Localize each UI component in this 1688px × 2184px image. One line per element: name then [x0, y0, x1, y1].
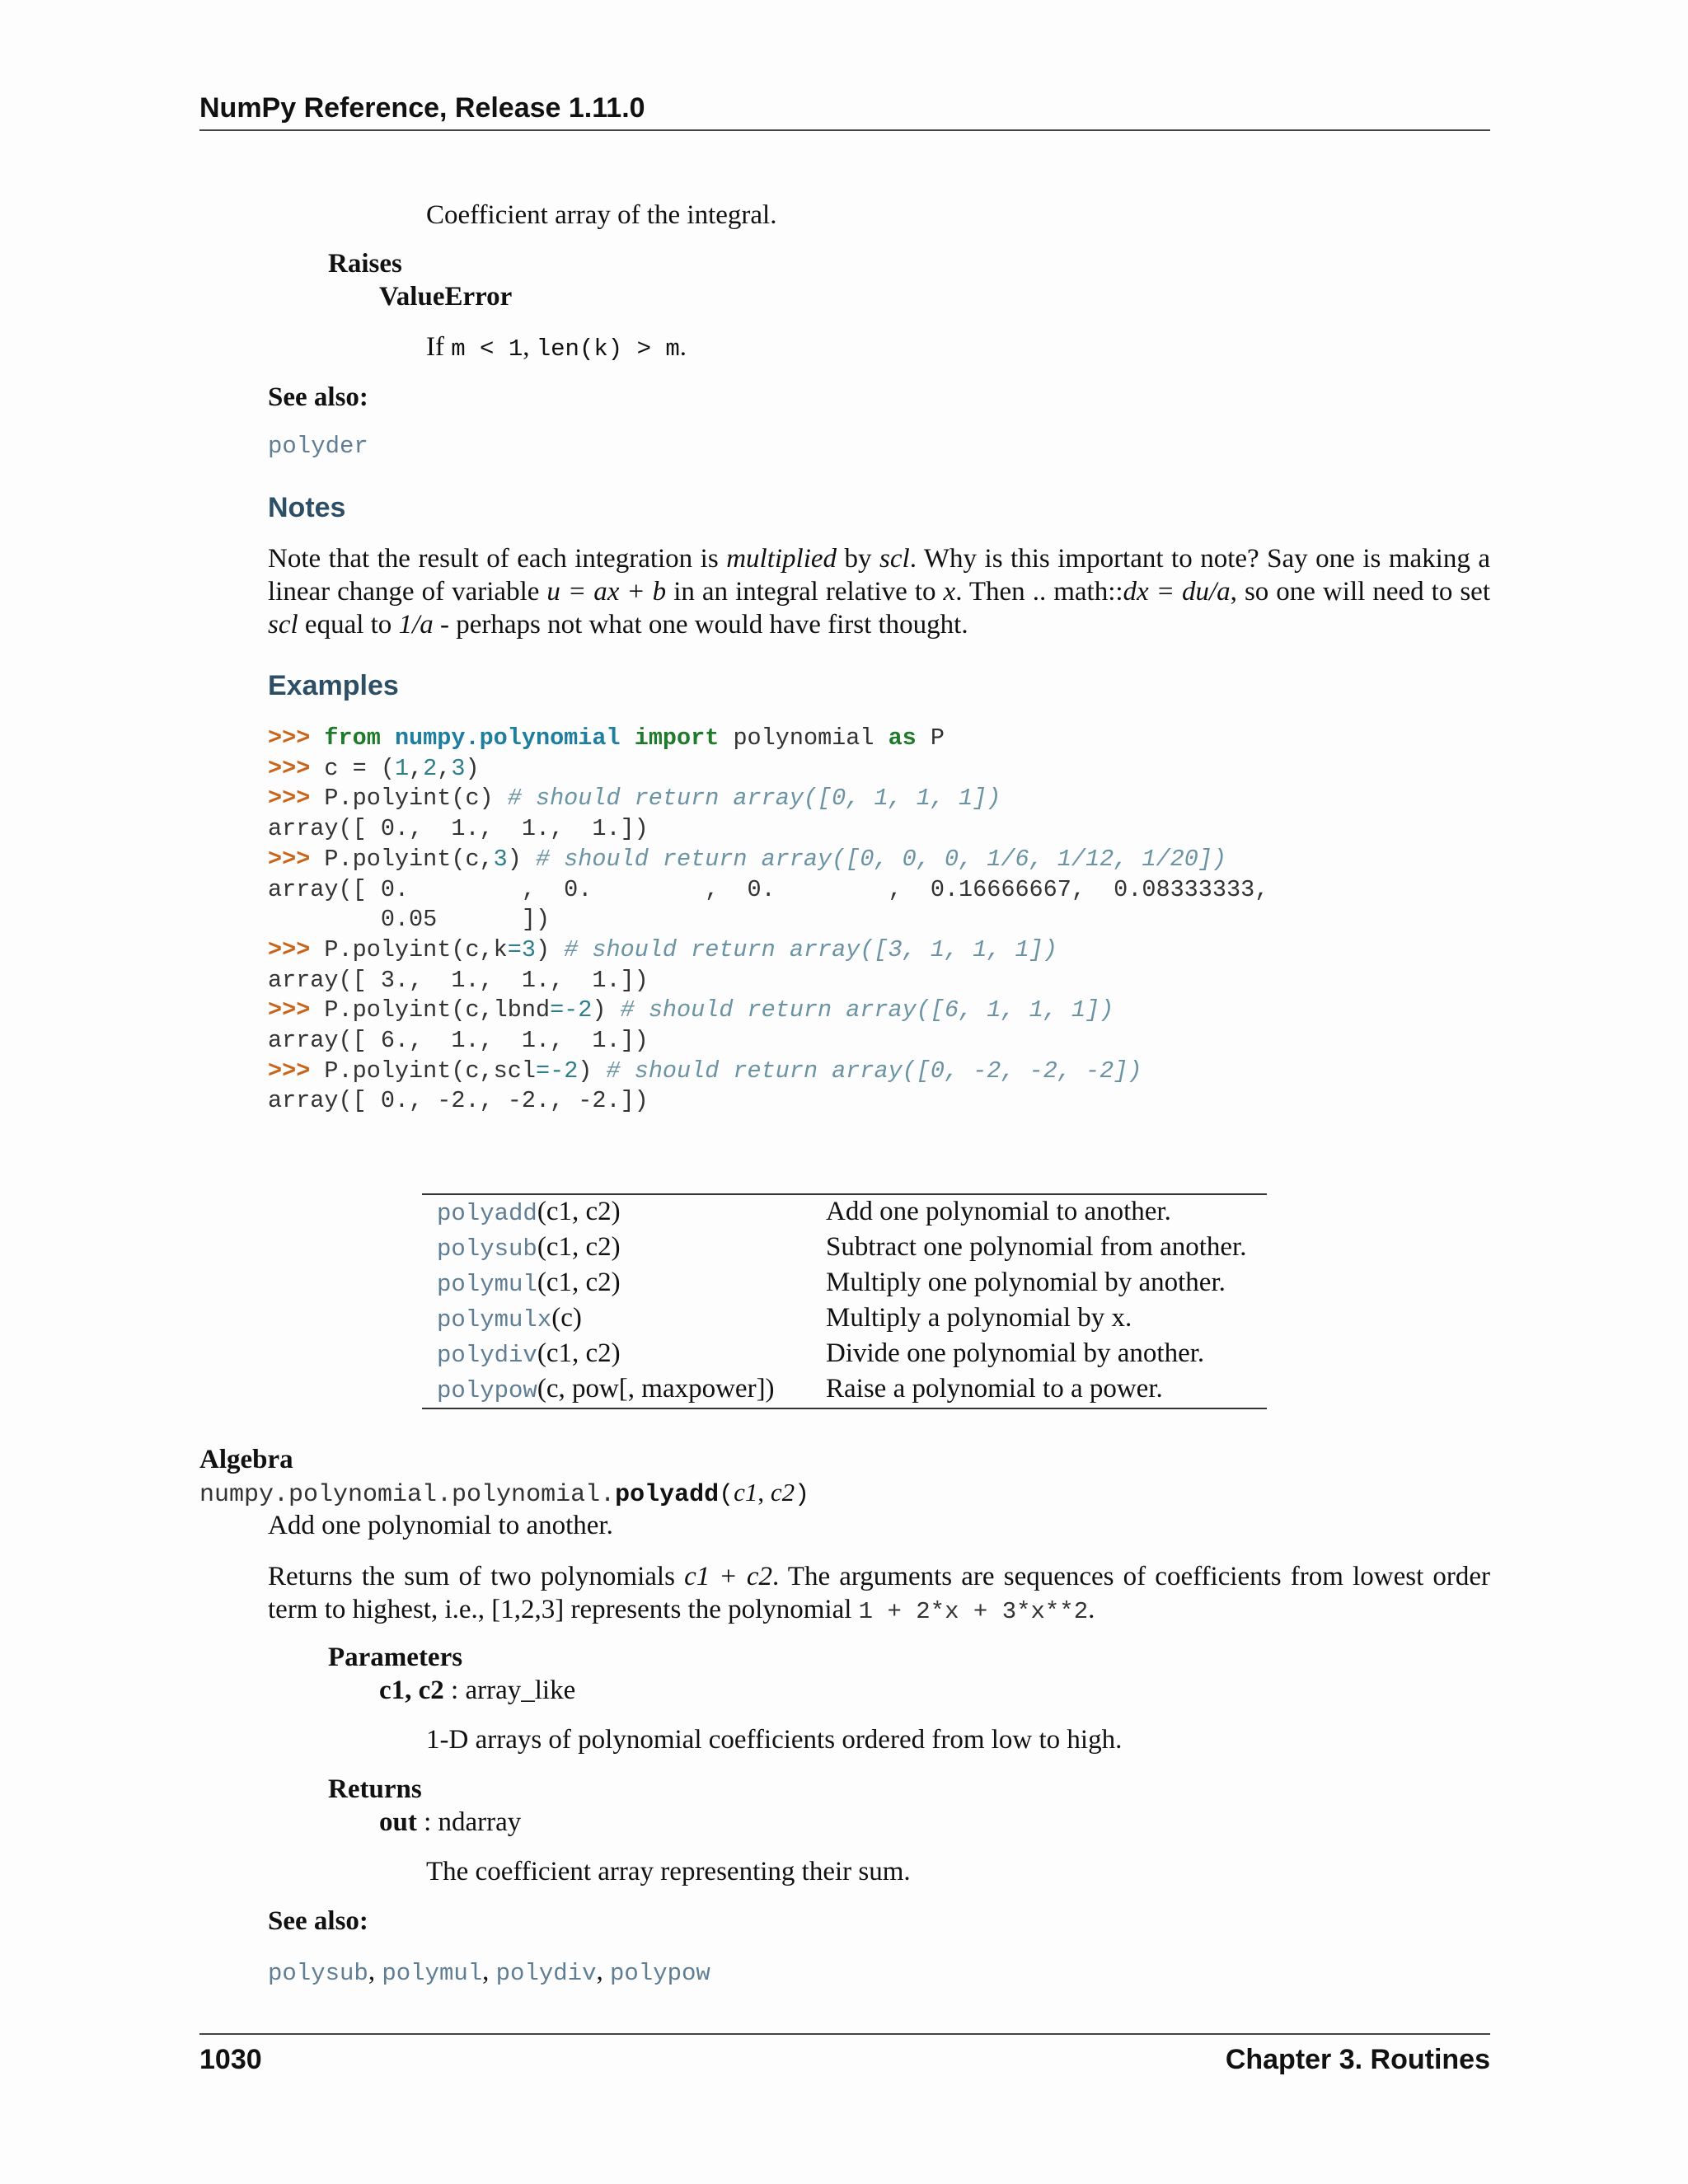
function-cell [422, 1230, 811, 1266]
polyadd-signature [199, 1478, 809, 1509]
notes-math: 1/a [398, 610, 434, 640]
code-output: array([ 0., -2., -2., -2.]) [268, 1087, 649, 1115]
code-comment: # should return array([0, 0, 0, 1/6, 1/12, 1/20]) [535, 845, 1227, 873]
code-number: 1 [394, 754, 410, 782]
code-prompt: >>> [268, 996, 311, 1024]
function-args: (c1, c2) [537, 1338, 621, 1368]
page-number: 1030 [199, 2044, 262, 2075]
code-text: P [916, 724, 945, 752]
function-link-polymulx[interactable]: polymulx [437, 1306, 552, 1333]
signature-comma: , [757, 1478, 771, 1507]
notes-text: . Why is this important to note? Say one is making a linear change of variable [268, 544, 1490, 607]
parameter-entry [379, 1675, 575, 1706]
parameter-description: 1-D arrays of polynomial coefficients ordered from low to high. [426, 1725, 1123, 1755]
long-desc-text: Returns the sum of two polynomials [268, 1562, 685, 1591]
code-output: array([ 6., 1., 1., 1.]) [268, 1027, 649, 1055]
function-description: Divide one polynomial by another. [826, 1338, 1205, 1368]
footer-rule [199, 2033, 1490, 2035]
code-keyword: import [634, 724, 720, 752]
signature-paren: ) [795, 1481, 810, 1509]
parameter-type: : array_like [443, 1675, 576, 1705]
polyadd-short-description: Add one polynomial to another. [268, 1511, 613, 1540]
notes-text: . Then .. math:: [955, 577, 1123, 607]
notes-heading: Notes [268, 492, 346, 523]
raises-cond-suffix: . [679, 332, 687, 362]
raises-name: ValueError [379, 282, 513, 312]
function-args: (c1, c2) [537, 1197, 621, 1226]
code-number: 2 [564, 1057, 579, 1085]
function-cell [422, 1372, 811, 1408]
algebra-see-also-links [268, 1957, 710, 1987]
function-link-polysub[interactable]: polysub [437, 1235, 537, 1263]
long-desc-emphasis: c1 + c2 [684, 1562, 772, 1591]
function-args: (c) [551, 1303, 582, 1333]
returns-label: Returns [328, 1774, 422, 1804]
table-row [422, 1266, 1267, 1301]
function-description: Multiply a polynomial by x. [826, 1303, 1132, 1333]
code-text: ) [535, 935, 565, 963]
code-output: 0.05 ]) [268, 906, 551, 934]
function-description: Raise a polynomial to a power. [826, 1374, 1163, 1404]
code-comment: # should return array([6, 1, 1, 1]) [620, 996, 1114, 1024]
raises-cond-code-2: len(k) > m [536, 335, 680, 363]
code-number: 3 [521, 935, 536, 963]
table-row [422, 1301, 1267, 1337]
function-args: (c1, c2) [537, 1268, 621, 1297]
function-link-polypow[interactable]: polypow [437, 1377, 537, 1404]
notes-emphasis: dx = du/a [1123, 577, 1231, 607]
code-prompt: >>> [268, 754, 311, 782]
raises-cond-code-1: m < 1 [451, 335, 523, 363]
long-desc-text: . The arguments are sequences of coefficients from lowest order term to highest, i.e., [1,2,3] represents the polynomial [268, 1562, 1491, 1624]
see-also-separator: , [596, 1957, 610, 1986]
algebra-see-also-label: See also: [268, 1906, 368, 1936]
code-text: P.polyint(c, [310, 845, 494, 873]
see-also-link-polyder[interactable]: polyder [268, 433, 368, 460]
code-output: array([ 0., 1., 1., 1.]) [268, 815, 649, 843]
examples-heading: Examples [268, 670, 399, 701]
parameters-label: Parameters [328, 1643, 463, 1672]
function-description: Multiply one polynomial by another. [826, 1268, 1226, 1297]
code-text: P.polyint(c,k [310, 935, 508, 963]
see-also-link-polydiv[interactable]: polydiv [495, 1960, 597, 1987]
code-prompt: >>> [268, 724, 311, 752]
function-description: Subtract one polynomial from another. [826, 1232, 1247, 1262]
return-type: : ndarray [416, 1807, 522, 1837]
example-code-block [268, 724, 1268, 1117]
table-row [422, 1372, 1267, 1408]
function-link-polymul[interactable]: polymul [437, 1271, 537, 1298]
function-args: (c1, c2) [537, 1232, 621, 1262]
raises-cond-sep: , [523, 332, 537, 362]
notes-emphasis: scl [879, 544, 910, 574]
signature-arg: c1 [734, 1478, 758, 1507]
code-comment: # should return array([0, -2, -2, -2]) [606, 1057, 1142, 1085]
code-operator: = [507, 935, 522, 963]
algebra-heading: Algebra [199, 1445, 293, 1474]
table-row [422, 1230, 1267, 1266]
code-output: array([ 0. , 0. , 0. , 0.16666667, 0.08333333, [268, 875, 1269, 903]
code-comment: # should return array([3, 1, 1, 1]) [564, 935, 1057, 963]
code-number: 2 [578, 996, 593, 1024]
function-link-polyadd[interactable]: polyadd [437, 1200, 537, 1227]
raises-label: Raises [328, 249, 402, 279]
code-text: ) [592, 996, 621, 1024]
code-number: 3 [493, 845, 508, 873]
code-operator: =- [535, 1057, 565, 1085]
long-desc-text: . [1088, 1595, 1095, 1624]
raises-cond-prefix: If [426, 332, 452, 362]
see-also-separator: , [482, 1957, 496, 1986]
signature-paren: ( [719, 1481, 734, 1509]
signature-module: numpy.polynomial.polynomial. [199, 1481, 616, 1509]
parameter-name: c1, c2 [379, 1675, 444, 1705]
code-prompt: >>> [268, 935, 311, 963]
notes-text: - perhaps not what one would have first thought. [433, 610, 968, 640]
code-prompt: >>> [268, 845, 311, 873]
code-prompt: >>> [268, 785, 311, 813]
code-text: c = ( [310, 754, 395, 782]
code-number: 2 [423, 754, 438, 782]
return-name: out [379, 1807, 417, 1837]
code-text: polynomial [719, 724, 889, 752]
code-module: numpy.polynomial [394, 724, 621, 752]
function-link-polydiv[interactable]: polydiv [437, 1342, 537, 1369]
polynomial-summary-table [422, 1193, 1267, 1409]
return-value-description: The coefficient array representing their sum. [426, 1857, 911, 1886]
long-desc-code: 1 + 2*x + 3*x**2 [858, 1598, 1089, 1625]
code-output: array([ 3., 1., 1., 1.]) [268, 966, 649, 994]
code-text: P.polyint(c,lbnd [310, 996, 551, 1024]
code-text: P.polyint(c,scl [310, 1057, 536, 1085]
return-entry [379, 1807, 521, 1838]
see-also-link-polysub[interactable]: polysub [268, 1960, 368, 1987]
code-text: ) [578, 1057, 607, 1085]
function-cell [422, 1301, 811, 1337]
function-cell [422, 1194, 811, 1230]
function-description: Add one polynomial to another. [826, 1197, 1171, 1226]
code-comment: # should return array([0, 1, 1, 1]) [507, 785, 1001, 813]
code-prompt: >>> [268, 1057, 311, 1085]
see-also-label: See also: [268, 382, 368, 412]
header-rule [199, 129, 1490, 131]
see-also-link-polypow[interactable]: polypow [609, 1960, 710, 1987]
see-also-link-polymul[interactable]: polymul [382, 1960, 483, 1987]
notes-text: Note that the result of each integration is [268, 544, 727, 574]
notes-emphasis: x [943, 577, 956, 607]
notes-emphasis: multiplied [726, 544, 837, 574]
code-text: P.polyint(c) [310, 785, 508, 813]
code-text: , [409, 754, 424, 782]
code-text: ) [465, 754, 480, 782]
notes-text: equal to [298, 610, 399, 640]
notes-paragraph [268, 542, 1490, 641]
page-header-title: NumPy Reference, Release 1.11.0 [199, 92, 645, 124]
function-cell [422, 1266, 811, 1301]
notes-text: in an integral relative to [666, 577, 944, 607]
polyadd-long-description [268, 1560, 1490, 1629]
notes-text: by [837, 544, 880, 574]
raises-condition [426, 332, 687, 363]
signature-arg: c2 [770, 1478, 795, 1507]
signature-function: polyadd [615, 1481, 720, 1509]
see-also-separator: , [368, 1957, 382, 1986]
notes-emphasis: scl [268, 610, 298, 640]
function-cell [422, 1337, 811, 1372]
return-description: Coefficient array of the integral. [426, 200, 777, 230]
table-row [422, 1337, 1267, 1372]
function-args: (c, pow[, maxpower]) [537, 1374, 775, 1404]
code-text: ) [507, 845, 536, 873]
code-number: 3 [451, 754, 466, 782]
code-keyword: as [888, 724, 917, 752]
code-keyword: from [324, 724, 381, 752]
notes-math: u = ax + b [546, 577, 667, 607]
table-row [422, 1194, 1267, 1230]
code-operator: =- [550, 996, 579, 1024]
chapter-title: Chapter 3. Routines [1225, 2044, 1490, 2075]
code-text: , [437, 754, 452, 782]
notes-text: , so one will need to set [1230, 577, 1490, 607]
